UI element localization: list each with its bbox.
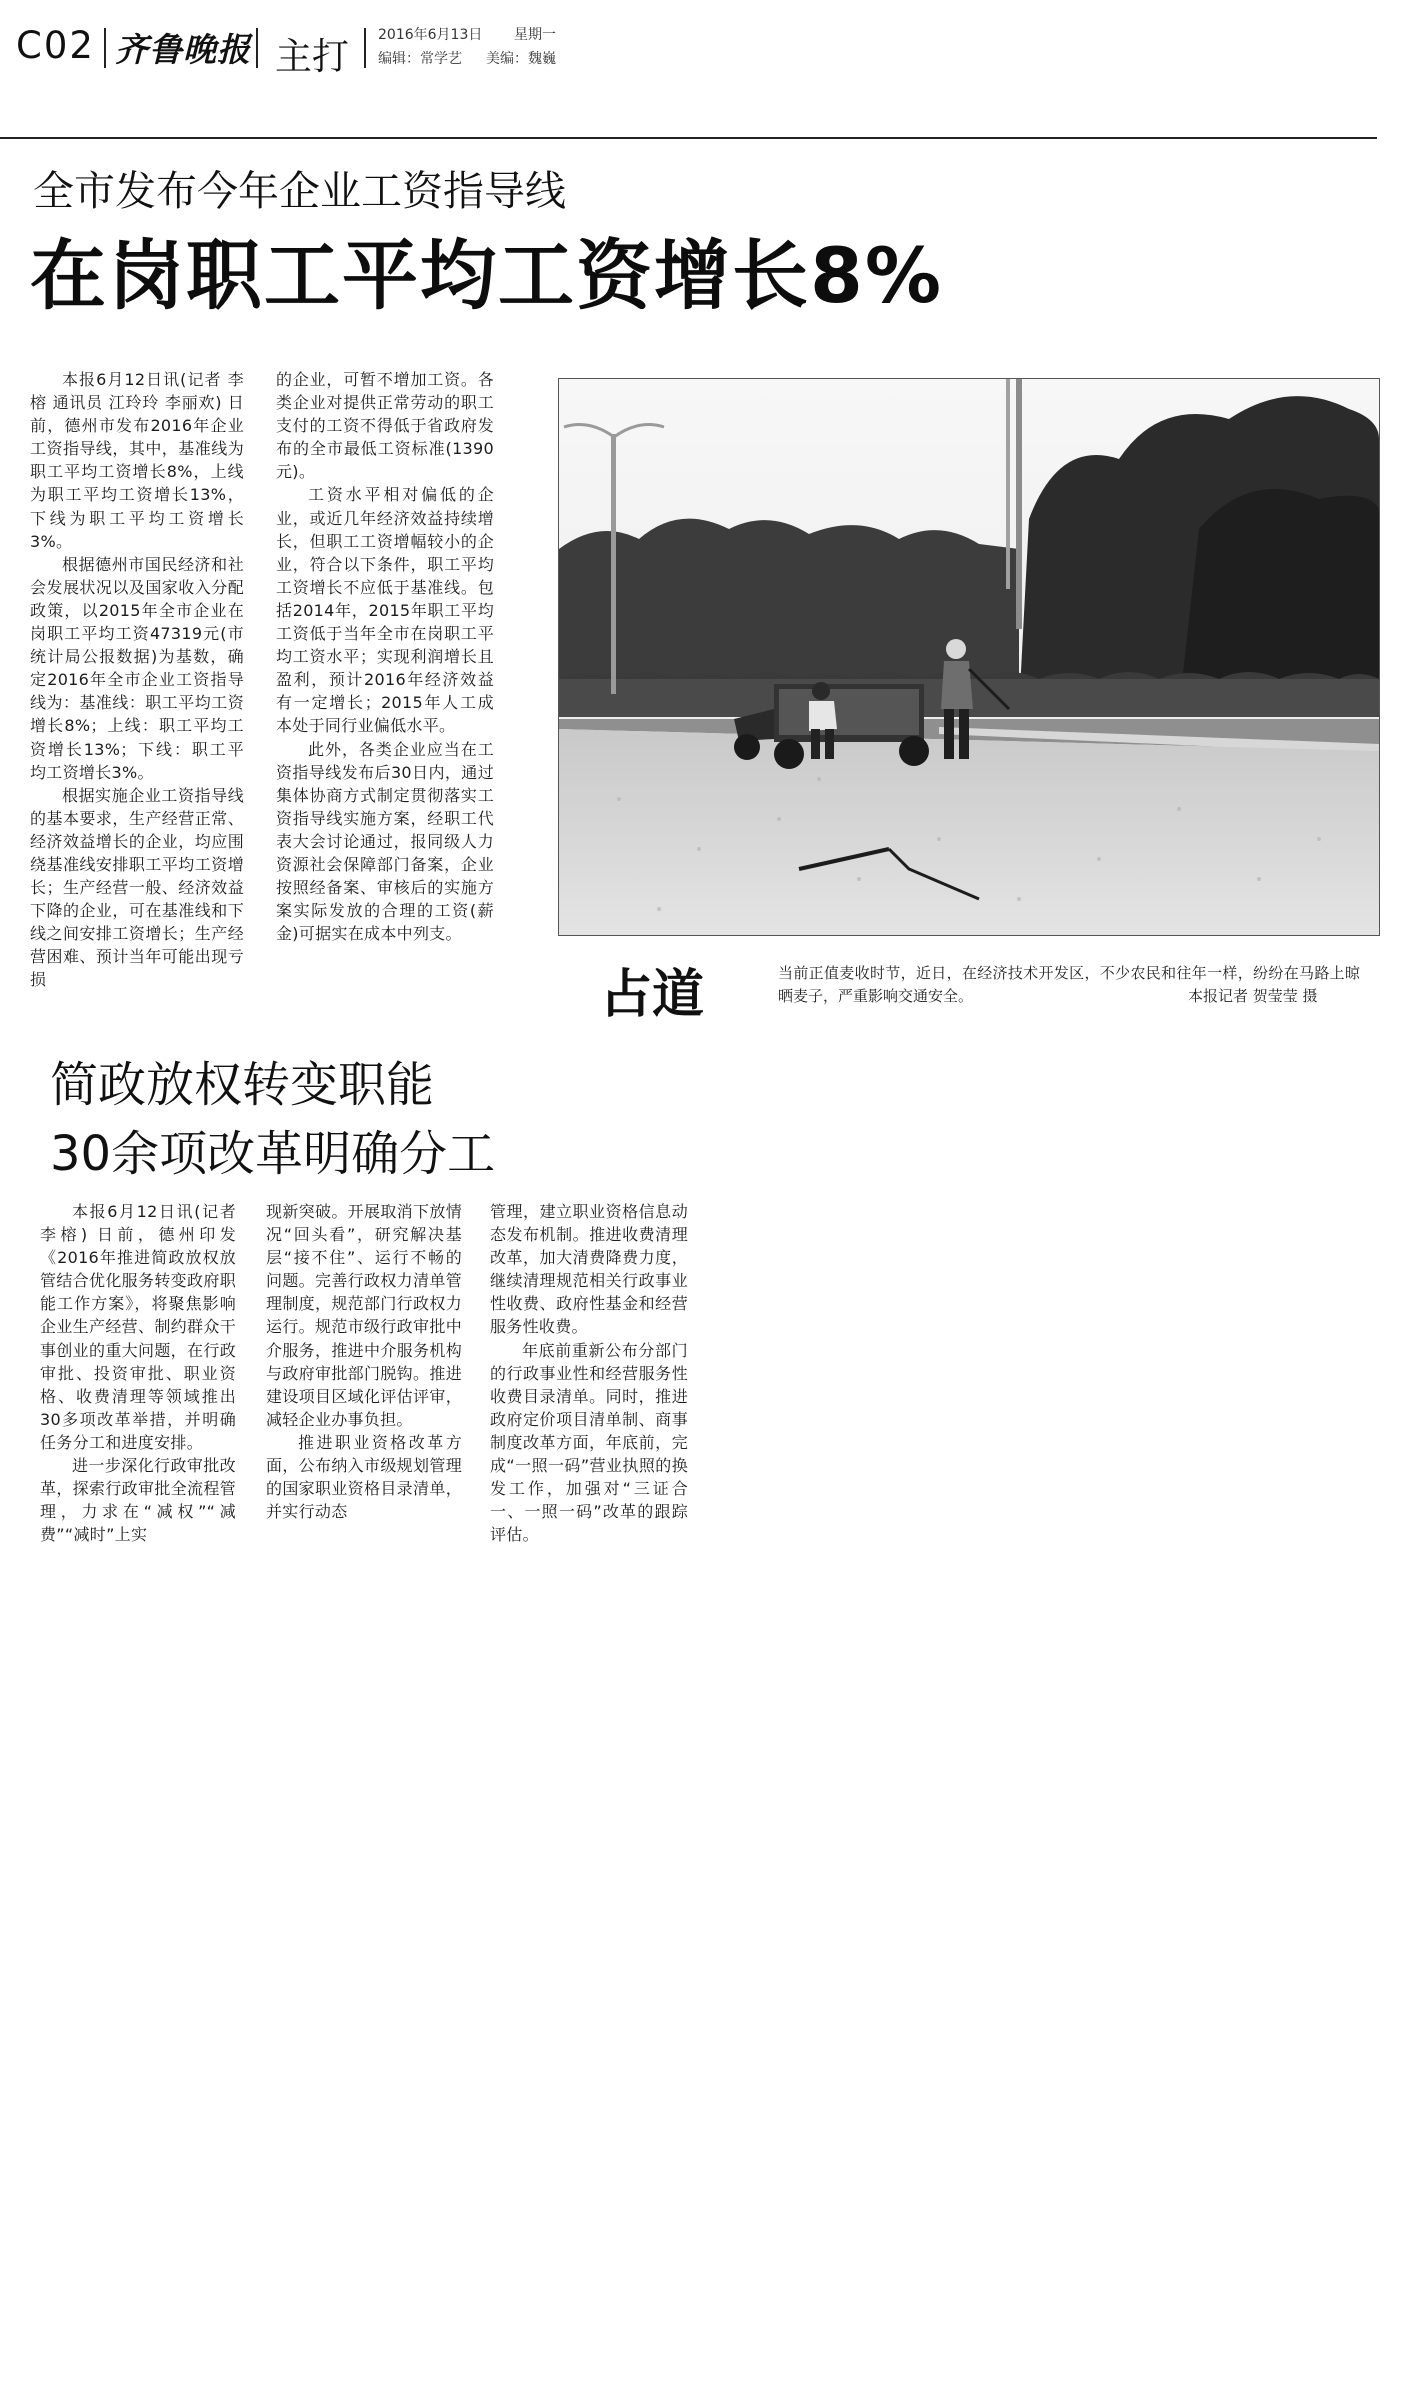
header-divider bbox=[104, 28, 106, 68]
paragraph: 根据实施企业工资指导线的基本要求，生产经营正常、经济效益增长的企业，均应围绕基准线安排职工平均工资增长；生产经营一般、经济效益下降的企业，可在基准线和下线之间安排工资增长；生产经营困难、预计当年可能出现亏损 bbox=[30, 785, 244, 990]
article2-column-3 bbox=[490, 1200, 688, 1546]
article2-title-line1: 简政放权转变职能 bbox=[50, 1057, 435, 1113]
paragraph: 本报6月12日讯(记者 李榕) 日前，德州印发《2016年推进简政放权放管结合优化服务转变政府职能工作方案》，将聚焦影响企业生产经营、制约群众干事创业的重大问题，在行政审批、投资审批、职业资格、收费清理等领域推出30多项改革举措，并明确任务分工和进度安排。 bbox=[40, 1202, 236, 1452]
news-photo bbox=[558, 378, 1380, 936]
page-code: C02 bbox=[16, 24, 95, 67]
paragraph: 工资水平相对偏低的企业，或近几年经济效益持续增长，但职工工资增幅较小的企业，符合以下条件，职工平均工资增长不应低于基准线。包括2014年，2015年职工平均工资低于当年全市在岗职工平均工资水平；实现利润增长且盈利，预计2016年经济效益有一定增长；2015年人工成本处于同行业偏低水平。 bbox=[276, 485, 494, 736]
header-divider bbox=[256, 28, 258, 68]
paragraph: 现新突破。开展取消下放情况“回头看”，研究解决基层“接不住”、运行不畅的问题。完善行政权力清单管理制度，规范部门行政权力运行。规范市级行政审批中介服务，推进中介服务机构与政府审批部门脱钩。推进建设项目区域化评估评审，减轻企业办事负担。 bbox=[266, 1202, 462, 1429]
paragraph: 此外，各类企业应当在工资指导线发布后30日内，通过集体协商方式制定贯彻落实工资指导线实施方案，经职工代表大会讨论通过，报同级人力资源社会保障部门备案，企业按照经备案、审核后的实施方案实际发放的合理的工资(薪金)可据实在成本中列支。 bbox=[276, 739, 494, 944]
article1-title: 在岗职工平均工资增长8% bbox=[30, 231, 944, 320]
paragraph: 的企业，可暂不增加工资。各类企业对提供正常劳动的职工支付的工资不得低于省政府发布的全市最低工资标准(1390元)。 bbox=[276, 370, 494, 482]
photo-title: 占道 bbox=[600, 965, 705, 1025]
paragraph: 根据德州市国民经济和社会发展状况以及国家收入分配政策，以2015年全市企业在岗职工平均工资47319元(市统计局公报数据)为基数，确定2016年全市企业工资指导线为：基准线：职工平均工资增长8%；上线：职工平均工资增长13%；下线：职工平均工资增长3%。 bbox=[30, 554, 244, 782]
paragraph: 本报6月12日讯(记者 李榕 通讯员 江玲玲 李丽欢) 日前，德州市发布2016年企业工资指导线，其中，基准线为职工平均工资增长8%，上线为职工平均工资增长13%，下线为职工平均工资增长3%。 bbox=[30, 370, 244, 551]
article1-kicker: 全市发布今年企业工资指导线 bbox=[33, 167, 566, 215]
article1-column-2 bbox=[276, 368, 494, 945]
article2-column-1 bbox=[40, 1200, 236, 1546]
editor-credit: 编辑：常学艺 bbox=[378, 51, 462, 67]
designer-credit: 美编：魏巍 bbox=[486, 51, 556, 67]
header-rule bbox=[0, 137, 1377, 139]
photo-credit: 本报记者 贺莹莹 摄 bbox=[1188, 987, 1318, 1005]
section-name: 主打 bbox=[275, 35, 349, 78]
issue-date: 2016年6月13日 bbox=[378, 27, 483, 43]
header-divider bbox=[364, 28, 366, 68]
paragraph: 年底前重新公布分部门的行政事业性和经营服务性收费目录清单。同时，推进政府定价项目清单制、商事制度改革方面，年底前，完成“一照一码”营业执照的换发工作，加强对“三证合一、一照一码”改革的跟踪评估。 bbox=[490, 1340, 688, 1545]
article2-title-line2: 30余项改革明确分工 bbox=[50, 1126, 496, 1182]
article1-column-1 bbox=[30, 368, 244, 992]
article2-column-2 bbox=[266, 1200, 462, 1523]
masthead-logo: 齐鲁晚报 bbox=[115, 30, 251, 69]
paragraph: 进一步深化行政审批改革，探索行政审批全流程管理，力求在“减权”“减费”“减时”上实 bbox=[40, 1456, 236, 1545]
photo-caption: 当前正值麦收时节，近日，在经济技术开发区，不少农民和往年一样，纷纷在马路上晾晒麦子，严重影响交通安全。 bbox=[778, 964, 1360, 1005]
issue-weekday: 星期一 bbox=[514, 27, 556, 43]
paragraph: 管理，建立职业资格信息动态发布机制。推进收费清理改革，加大清费降费力度，继续清理规范相关行政事业性收费、政府性基金和经营服务性收费。 bbox=[490, 1202, 688, 1337]
paragraph: 推进职业资格改革方面，公布纳入市级规划管理的国家职业资格目录清单，并实行动态 bbox=[266, 1432, 462, 1522]
